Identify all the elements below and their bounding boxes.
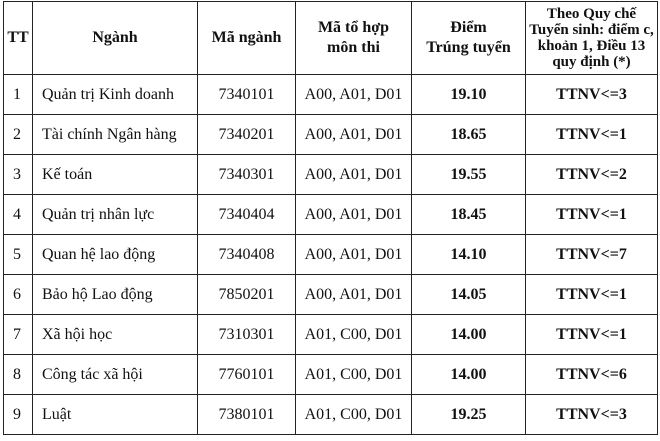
cell-nganh: Tài chính Ngân hàng bbox=[33, 115, 198, 155]
cell-quy-che: TTNV<=1 bbox=[526, 195, 658, 235]
cell-quy-che: TTNV<=1 bbox=[526, 275, 658, 315]
cell-tt: 3 bbox=[4, 155, 33, 195]
table-row bbox=[4, 315, 658, 355]
cell-diem: 18.65 bbox=[412, 115, 526, 155]
table-row bbox=[4, 235, 658, 275]
cell-to-hop: A01, C00, D01 bbox=[296, 315, 412, 355]
cell-diem: 18.45 bbox=[412, 195, 526, 235]
table-row bbox=[4, 275, 658, 315]
cell-nganh: Công tác xã hội bbox=[33, 355, 198, 395]
admission-score-table bbox=[3, 1, 658, 435]
table-row bbox=[4, 115, 658, 155]
header-quy-che-line-2: Tuyển sinh: điểm c, bbox=[529, 22, 654, 38]
header-nganh: Ngành bbox=[33, 2, 198, 75]
cell-diem: 14.10 bbox=[412, 235, 526, 275]
cell-to-hop: A00, A01, D01 bbox=[296, 115, 412, 155]
header-diem-line-1: Điểm bbox=[450, 19, 487, 36]
table-header-row bbox=[4, 2, 658, 75]
cell-tt: 2 bbox=[4, 115, 33, 155]
cell-ma-nganh: 7340404 bbox=[198, 195, 296, 235]
cell-to-hop: A00, A01, D01 bbox=[296, 75, 412, 115]
cell-diem: 19.10 bbox=[412, 75, 526, 115]
cell-nganh: Quan hệ lao động bbox=[33, 235, 198, 275]
cell-nganh: Xã hội học bbox=[33, 315, 198, 355]
cell-quy-che: TTNV<=7 bbox=[526, 235, 658, 275]
table-row bbox=[4, 395, 658, 435]
cell-quy-che: TTNV<=3 bbox=[526, 75, 658, 115]
cell-nganh: Bảo hộ Lao động bbox=[33, 275, 198, 315]
cell-nganh: Kế toán bbox=[33, 155, 198, 195]
header-diem-line-2: Trúng tuyển bbox=[426, 39, 511, 56]
cell-diem: 14.00 bbox=[412, 355, 526, 395]
header-quy-che-line-1: Theo Quy chế bbox=[546, 6, 637, 22]
cell-diem: 19.55 bbox=[412, 155, 526, 195]
table-row bbox=[4, 355, 658, 395]
cell-ma-nganh: 7760101 bbox=[198, 355, 296, 395]
cell-nganh: Quản trị Kinh doanh bbox=[33, 75, 198, 115]
cell-to-hop: A00, A01, D01 bbox=[296, 195, 412, 235]
header-ma-to-hop-line-1: Mã tổ hợp bbox=[317, 19, 390, 36]
header-ma-nganh: Mã ngành bbox=[198, 2, 296, 75]
table-body bbox=[4, 75, 658, 435]
cell-to-hop: A01, C00, D01 bbox=[296, 355, 412, 395]
cell-ma-nganh: 7340101 bbox=[198, 75, 296, 115]
cell-quy-che: TTNV<=6 bbox=[526, 355, 658, 395]
cell-diem: 19.25 bbox=[412, 395, 526, 435]
header-ma-to-hop bbox=[296, 2, 412, 75]
cell-diem: 14.00 bbox=[412, 315, 526, 355]
cell-tt: 7 bbox=[4, 315, 33, 355]
table-row bbox=[4, 155, 658, 195]
cell-to-hop: A00, A01, D01 bbox=[296, 275, 412, 315]
cell-quy-che: TTNV<=3 bbox=[526, 395, 658, 435]
table-row bbox=[4, 75, 658, 115]
header-quy-che-line-4: quy định (*) bbox=[552, 54, 631, 70]
cell-ma-nganh: 7310301 bbox=[198, 315, 296, 355]
cell-tt: 1 bbox=[4, 75, 33, 115]
cell-quy-che: TTNV<=2 bbox=[526, 155, 658, 195]
cell-diem: 14.05 bbox=[412, 275, 526, 315]
cell-to-hop: A01, C00, D01 bbox=[296, 395, 412, 435]
cell-nganh: Quản trị nhân lực bbox=[33, 195, 198, 235]
cell-ma-nganh: 7340201 bbox=[198, 115, 296, 155]
header-ma-to-hop-line-2: môn thi bbox=[327, 39, 380, 56]
cell-to-hop: A00, A01, D01 bbox=[296, 155, 412, 195]
cell-tt: 4 bbox=[4, 195, 33, 235]
cell-tt: 9 bbox=[4, 395, 33, 435]
cell-nganh: Luật bbox=[33, 395, 198, 435]
header-tt: TT bbox=[4, 2, 33, 75]
cell-ma-nganh: 7340301 bbox=[198, 155, 296, 195]
header-quy-che bbox=[526, 2, 658, 75]
cell-to-hop: A00, A01, D01 bbox=[296, 235, 412, 275]
cell-tt: 8 bbox=[4, 355, 33, 395]
cell-ma-nganh: 7380101 bbox=[198, 395, 296, 435]
cell-ma-nganh: 7850201 bbox=[198, 275, 296, 315]
cell-tt: 5 bbox=[4, 235, 33, 275]
cell-ma-nganh: 7340408 bbox=[198, 235, 296, 275]
cell-quy-che: TTNV<=1 bbox=[526, 315, 658, 355]
cell-tt: 6 bbox=[4, 275, 33, 315]
header-diem bbox=[412, 2, 526, 75]
cell-quy-che: TTNV<=1 bbox=[526, 115, 658, 155]
table-row bbox=[4, 195, 658, 235]
header-quy-che-line-3: khoản 1, Điều 13 bbox=[537, 38, 646, 54]
